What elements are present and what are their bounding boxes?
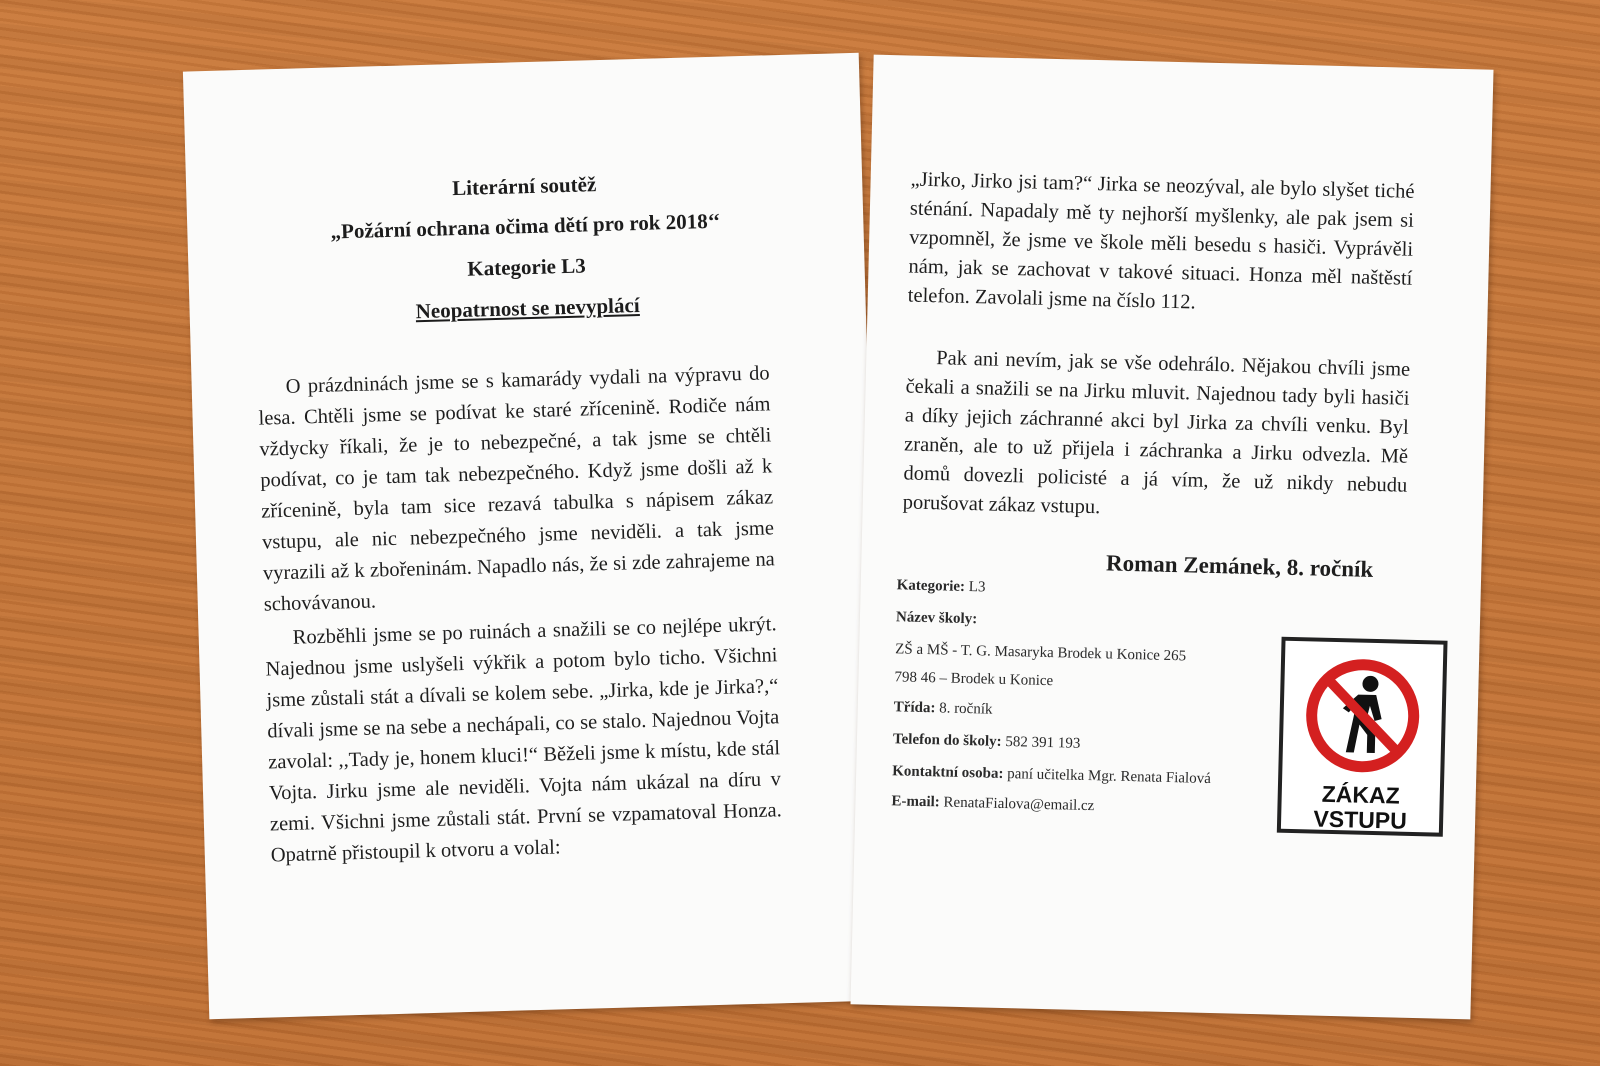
info-school-address-line1: ZŠ a MŠ - T. G. Masaryka Brodek u Konice 265 bbox=[894, 641, 1187, 665]
category-heading: Kategorie L3 bbox=[466, 253, 586, 281]
info-school-address-line2: 798 46 – Brodek u Konice bbox=[894, 669, 1054, 690]
info-contact bbox=[892, 763, 1211, 788]
info-category-label: Kategorie: bbox=[896, 577, 966, 595]
info-school-label bbox=[896, 609, 978, 628]
no-entry-sign bbox=[1277, 637, 1448, 837]
no-entry-pedestrian-icon bbox=[1302, 655, 1423, 776]
competition-heading: Literární soutěž bbox=[451, 172, 597, 201]
sign-text bbox=[1281, 781, 1440, 835]
story-paragraph-3: „Jirko, Jirko jsi tam?“ Jirka se neozýval, ale bylo slyšet tiché sténání. Napadaly mě ty nejhorší myšlenky, ale pak jsem si vzpomněl, že jsme ve škole měli besedu s hasiči. Vyprávěli nám, jak se zachovat v takové situaci. Honza měl naštěstí telefon. Zavolali jsme na číslo 112. bbox=[907, 168, 1415, 314]
info-class-label: Třída: bbox=[893, 699, 936, 717]
info-class bbox=[894, 699, 993, 718]
info-email-label: E-mail: bbox=[891, 793, 940, 811]
info-contact-label: Kontaktní osoba: bbox=[891, 763, 1004, 782]
info-school-label-text: Název školy: bbox=[895, 609, 978, 628]
info-phone bbox=[893, 731, 1081, 753]
info-contact-value: paní učitelka Mgr. Renata Fialová bbox=[1006, 766, 1212, 788]
story-paragraph-1: O prázdninách jsme se s kamarády vydali na výpravu do lesa. Chtěli jsme se podívat ke staré zřícenině. Rodiče nám vždycky říkali, že je to nebezpečné, a tak jsme se chtěli podívat, co je tam tak nebezpečného. Když jsme došli až k zřícenině, byla tam sice rezavá tabulka s nápisem zákaz vstupu, ale nic nebezpečného jsme neviděli. a tak jsme vyrazili až k zbořeninám. Napadlo nás, že si zde zahrajeme na schovávanou. bbox=[258, 362, 776, 616]
sign-text-line2: VSTUPU bbox=[1313, 805, 1408, 834]
info-category-value: L3 bbox=[968, 579, 986, 596]
info-category bbox=[897, 577, 986, 596]
left-paper-sheet bbox=[183, 53, 885, 1020]
competition-subtitle: „Požární ochrana očima dětí pro rok 2018‘‘ bbox=[330, 208, 721, 244]
story-title: Neopatrnost se nevyplácí bbox=[415, 292, 640, 324]
info-email-value: RenataFialova@email.cz bbox=[943, 794, 1095, 815]
story-paragraph-2: Rozběhli jsme se po ruinách a snažili se co nejlépe ukrýt. Najednou jsme uslyšeli výkřik a potom bylo ticho. Všichni jsme zůstali stát a dívali se kolem sebe. „Jirka, kde je Jirka?,“ dívali jsme se na sebe a nechápali, co se stalo. Najednou Vojta zavolal: ,,Tady je, honem kluci!“ Běželi jsme k místu, kde stál Vojta. Jirku jsme ale neviděli. Vojta nám ukázal na díru v zemi. Všichni jsme zůstali stát. První se vzpamatoval Honza. Opatrně přistoupil k otvoru a volal: bbox=[265, 613, 783, 867]
author-signature: Roman Zemánek, 8. ročník bbox=[1105, 550, 1374, 582]
sign-text-line1: ZÁKAZ bbox=[1321, 780, 1401, 809]
info-phone-value: 582 391 193 bbox=[1005, 733, 1081, 752]
info-email bbox=[891, 793, 1094, 815]
info-phone-label: Telefon do školy: bbox=[892, 731, 1002, 750]
info-class-value: 8. ročník bbox=[938, 700, 993, 718]
right-paper-sheet bbox=[850, 55, 1493, 1020]
story-paragraph-4: Pak ani nevím, jak se vše odehrálo. Nějakou chvíli jsme čekali a snažili se na Jirku mluvit. Najednou tady byli hasiči a díky jejich záchranné akci byl Jirka za chvíli venku. Byl zraněn, ale to už přijela i záchranka a Jirku odvezla. Mě domů dovezli policisté a já vím, že už nikdy nebudu porušovat zákaz vstupu. bbox=[902, 347, 1411, 519]
